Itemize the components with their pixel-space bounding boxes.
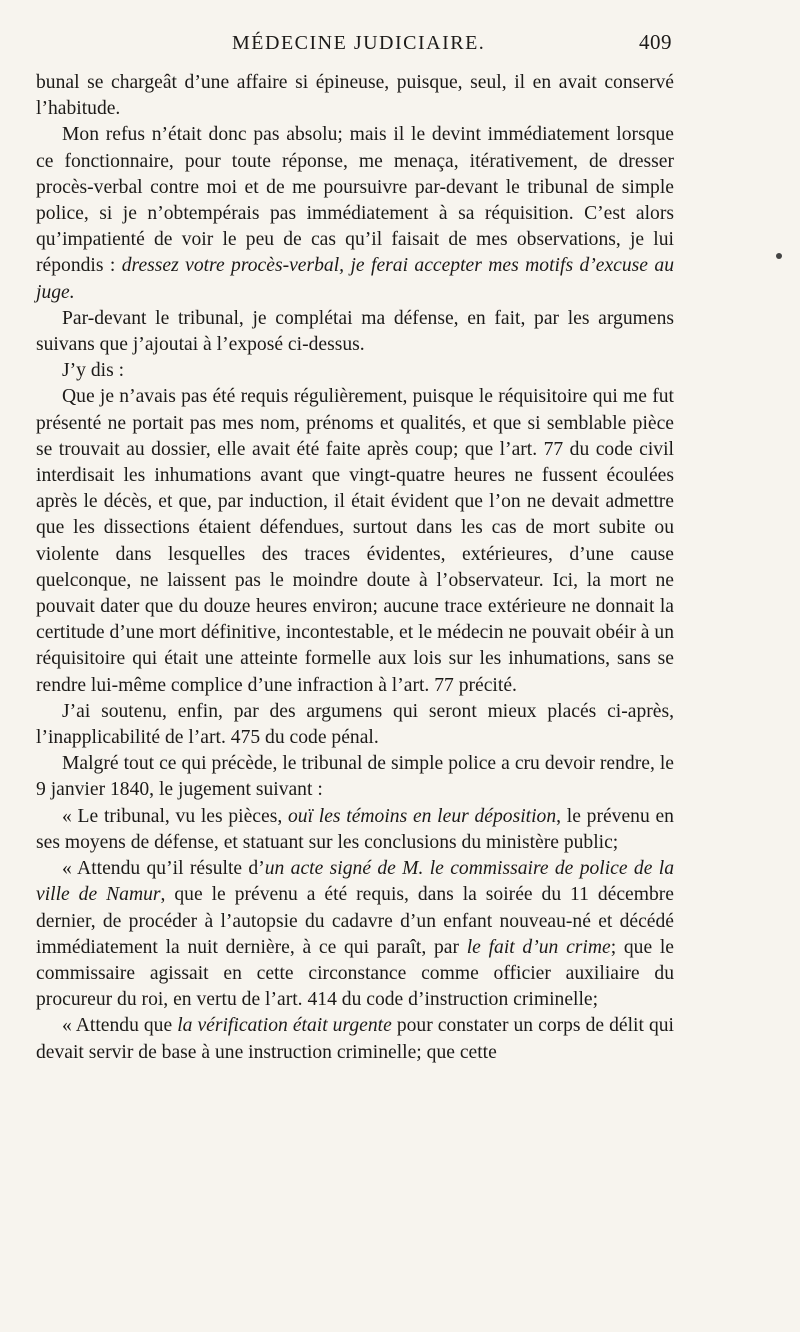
paragraph: bunal se chargeât d’une affaire si épineuse, puisque, seul, il en avait conservé l’habitude.: [36, 72, 674, 120]
margin-ink-dot: [776, 253, 782, 259]
paragraph: « Attendu que la vérification était urgente pour constater un corps de délit qui devait servir de base à une instruction criminelle; que cette: [36, 1015, 674, 1063]
paragraph: J’ai soutenu, enfin, par des argumens qui seront mieux placés ci-après, l’inapplicabilité de l’art. 475 du code pénal.: [36, 700, 674, 749]
paragraph: « Attendu qu’il résulte d’un acte signé de M. le commissaire de police de la ville de Namur, que le prévenu a été requis, dans la soirée du 11 décembre dernier, de procéder à l’autopsie du cadavre d’un enfant nouveau-né et décédé immédiatement la nuit dernière, à ce qui paraît, par le fait d’un crime; que le commissaire agissait en cette circonstance comme officier auxiliaire du procureur du roi, en vertu de l’art. 414 du code d’instruction criminelle;: [36, 858, 675, 1011]
paragraph: Par-devant le tribunal, je complétai ma défense, en fait, par les argumens suivans que j’ajoutai à l’exposé ci-dessus.: [36, 307, 674, 356]
body-text: [36, 70, 674, 1066]
running-header: [36, 30, 674, 70]
paragraph: Mon refus n’était donc pas absolu; mais il le devint immédiatement lorsque ce fonctionnaire, pour toute réponse, me menaça, itérativement, de dresser procès-verbal contre moi et de me poursuivre par-devant le tribunal de simple police, si je n’obtempérais pas immédiatement à sa réquisition. C’est alors qu’impatienté de voir le peu de cas qu’il faisait de mes observations, je lui répondis : dressez votre procès-verbal, je ferai accepter mes motifs d’excuse au juge.: [36, 124, 675, 303]
page-number: 409: [639, 30, 672, 54]
running-title: MÉDECINE JUDICIAIRE.: [232, 32, 486, 54]
paragraph: Que je n’avais pas été requis régulièrement, puisque le réquisitoire qui me fut présenté ne portait pas mes nom, prénoms et qualités, et que si semblable pièce se trouvait au dossier, elle avait été faite après coup; que l’art. 77 du code civil interdisait les inhumations avant que vingt-quatre heures ne fussent écoulées après le décès, et que, par induction, il était évident que l’on ne devait admettre que les dissections étaient défendues, surtout dans les cas de mort subite ou violente dans lesquelles des traces évidentes, extérieures, d’une cause quelconque, ne laissent pas le moindre doute à l’observateur. Ici, la mort ne pouvait dater que du douze heures environ; aucune trace extérieure ne donnait la certitude d’une mort définitive, incontestable, et le médecin ne pouvait obéir à un réquisitoire qui était une atteinte formelle aux lois sur les inhumations, sans se rendre lui-même complice d’une infraction à l’art. 77 précité.: [36, 386, 674, 696]
paragraph: J’y dis :: [62, 360, 125, 382]
paragraph: Malgré tout ce qui précède, le tribunal de simple police a cru devoir rendre, le 9 janvier 1840, le jugement suivant :: [36, 753, 674, 801]
paragraph: « Le tribunal, vu les pièces, ouï les témoins en leur déposition, le prévenu en ses moyens de défense, et statuant sur les conclusions du ministère public;: [36, 805, 674, 853]
